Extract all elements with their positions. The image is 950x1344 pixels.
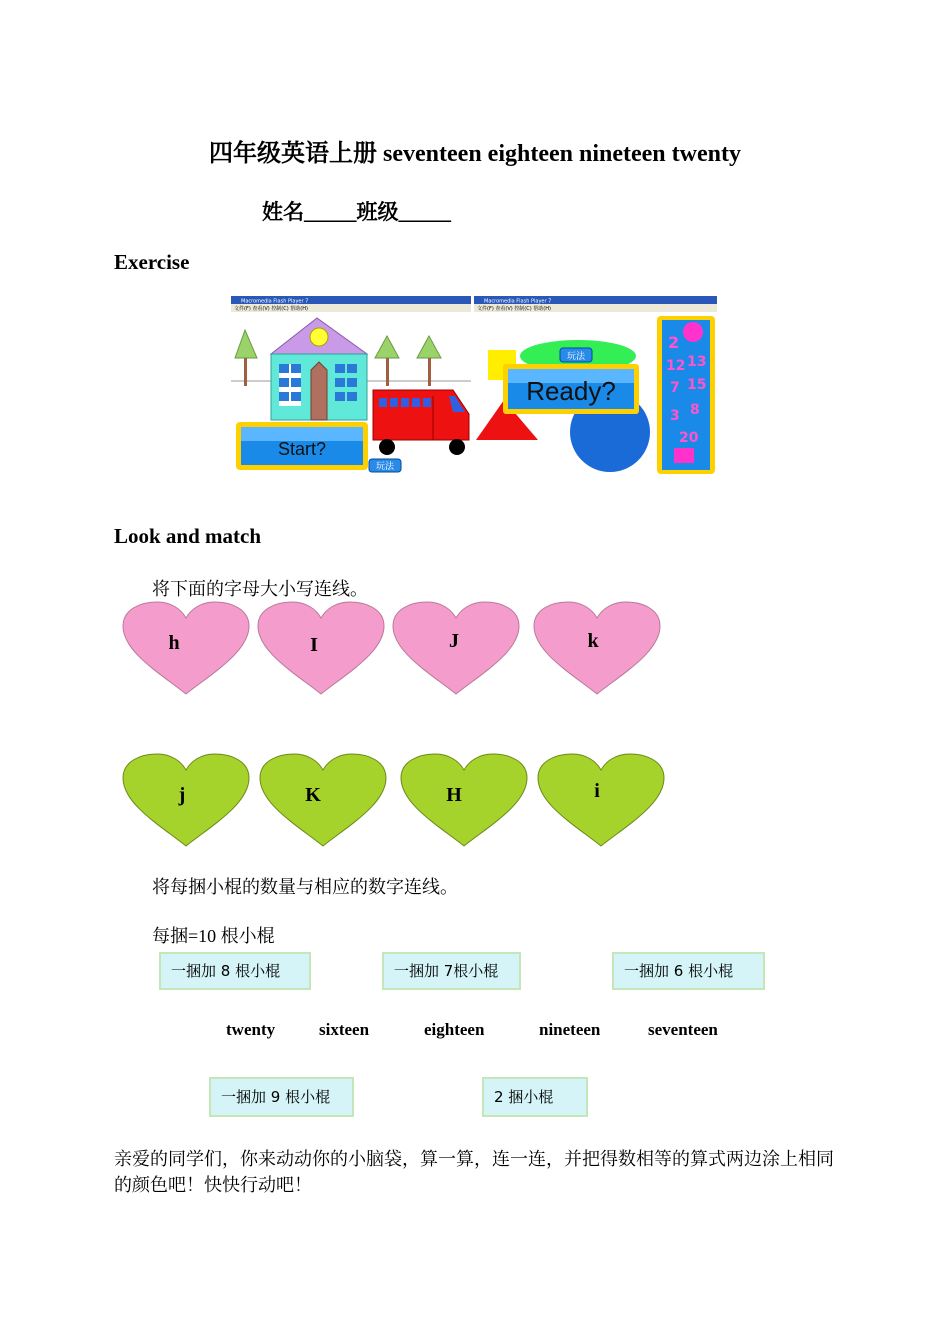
word-twenty[interactable]: twenty [226,1020,276,1039]
page-title: 四年级英语上册 seventeen eighteen nineteen twenty [209,141,741,167]
sticks-instruction: 将每捆小棍的数量与相应的数字连线。 [152,877,458,897]
green-heart-j[interactable] [121,752,251,852]
number-3: 3 [670,408,680,424]
heart-letter: h [168,632,180,654]
flash-left-title: Macromedia Flash Player 7 [241,298,309,305]
green-heart-K[interactable] [258,752,388,852]
stick-box-2-bundles[interactable]: 2 捆小棍 [482,1077,588,1117]
pink-heart-I[interactable] [256,600,386,700]
stick-box-8[interactable]: 一捆加 8 根小棍 [159,952,311,990]
closing-paragraph: 亲爱的同学们，你来动动你的小脑袋，算一算，连一连，并把得数相等的算式两边涂上相同的颜色吧！快快行动吧！ [114,1149,834,1195]
stick-box-7[interactable]: 一捆加 7根小棍 [382,952,521,990]
word-seventeen[interactable]: seventeen [648,1020,718,1039]
heart-letter: I [310,634,318,656]
heart-letter: k [587,630,599,652]
bundle-note: 每捆=10 根小棍 [152,926,275,946]
green-heart-H[interactable] [399,752,529,852]
flash-start-label: Start? [277,439,327,459]
flash-right-title: Macromedia Flash Player 7 [484,298,552,305]
name-class-line: 姓名_____班级_____ [262,200,451,224]
exercise-heading: Exercise [114,250,190,274]
flash-left-menu: 文件(F) 查看(V) 控制(C) 帮助(H) [234,306,308,312]
number-2: 2 [668,333,680,352]
number-7: 7 [670,380,680,396]
flash-right-play-label: 玩法 [566,352,586,362]
number-20: 20 [679,430,699,446]
number-12: 12 [666,358,686,374]
flash-window-right [474,296,717,476]
flash-window-left [231,296,471,476]
word-eighteen[interactable]: eighteen [424,1020,485,1039]
stick-box-9[interactable]: 一捆加 9 根小棍 [209,1077,354,1117]
stick-box-6[interactable]: 一捆加 6 根小棍 [612,952,765,990]
flash-game-screenshots [231,296,717,476]
number-13: 13 [687,354,707,370]
pink-heart-k[interactable] [532,600,662,700]
heart-letter: J [449,630,459,652]
pink-heart-J[interactable] [391,600,521,700]
number-8: 8 [690,402,700,418]
heart-letter: H [446,784,462,806]
flash-right-menu: 文件(F) 查看(V) 控制(C) 帮助(H) [477,306,551,312]
heart-letter: i [594,780,600,802]
word-sixteen[interactable]: sixteen [319,1020,370,1039]
letters-instruction: 将下面的字母大小写连线。 [152,579,368,599]
number-15: 15 [687,377,707,393]
heart-letter: j [178,784,186,806]
word-nineteen[interactable]: nineteen [539,1020,601,1039]
heart-letter: K [305,784,321,806]
look-match-heading: Look and match [114,524,262,548]
green-heart-i[interactable] [536,752,666,852]
pink-heart-h[interactable] [121,600,251,700]
flash-left-play-label: 玩法 [375,462,395,472]
flash-ready-label: Ready? [526,376,616,406]
